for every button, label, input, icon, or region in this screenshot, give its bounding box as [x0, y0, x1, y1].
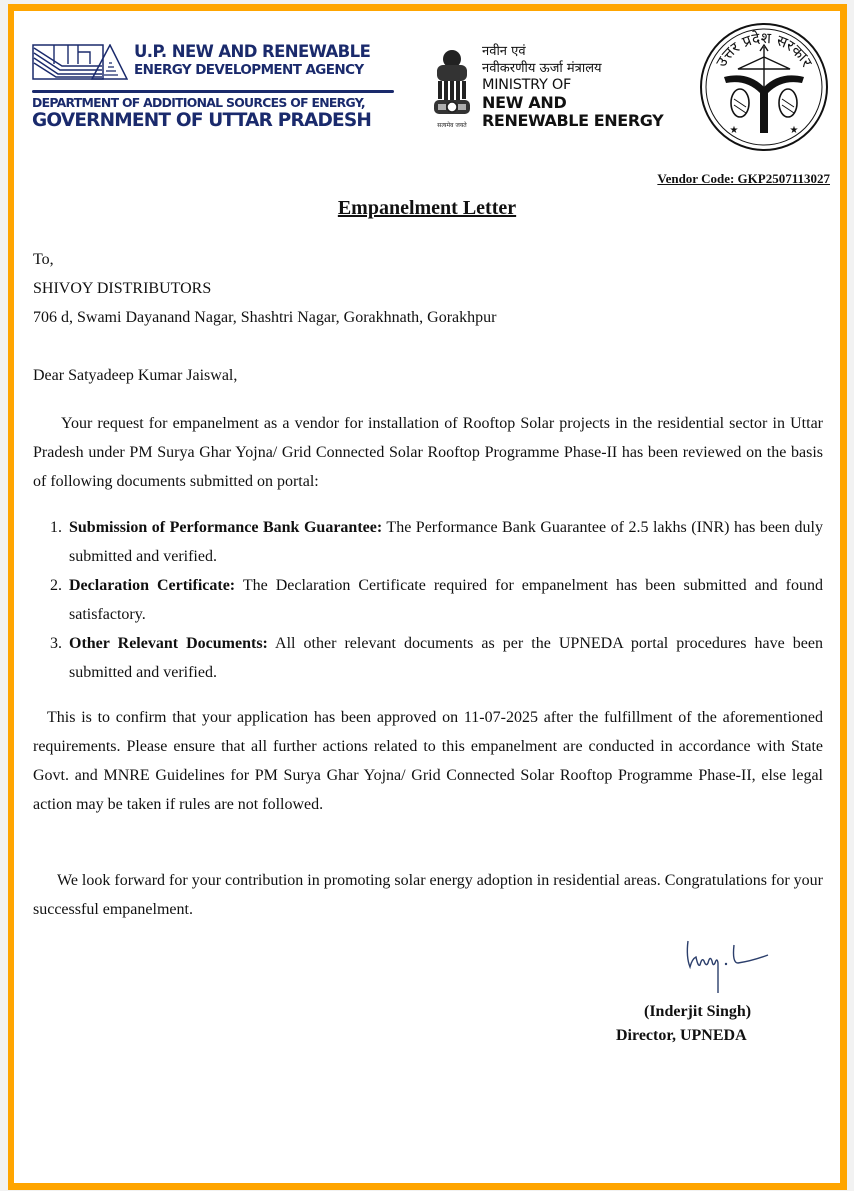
mnre-english-line3: RENEWABLE ENERGY	[482, 111, 664, 130]
document-heading: Submission of Performance Bank Guarantee:	[69, 519, 383, 536]
signature-icon	[682, 937, 772, 997]
recipient-to: To,	[33, 251, 54, 268]
vendor-code: Vendor Code: GKP2507113027	[657, 171, 830, 186]
salutation: Dear Satyadeep Kumar Jaiswal,	[33, 367, 238, 384]
recipient-name: SHIVOY DISTRIBUTORS	[33, 280, 212, 297]
paragraph-request: Your request for empanelment as a vendor for installation of Rooftop Solar projects in the residential sector in Uttar Pradesh under PM Surya Ghar Yojna/ Grid Connected Solar Rooftop Programme Phase-II has been reviewed on the basis of following documents submitted on portal:	[33, 415, 823, 490]
upneda-divider	[32, 90, 394, 93]
mnre-hindi-line1: नवीन एवं	[482, 44, 526, 59]
document-number: 3.	[50, 635, 62, 652]
upneda-logo-icon	[32, 44, 128, 80]
document-text: The Performance Bank Guarantee of 2.5 lakhs (INR) has been duly submitted and verified.	[69, 519, 823, 565]
mnre-hindi-line2: नवीकरणीय ऊर्जा मंत्रालय	[482, 61, 602, 76]
mnre-english-line2: NEW AND	[482, 93, 567, 112]
paragraph-closing: We look forward for your contribution in promoting solar energy adoption in residential areas. Congratulations for your successful empanelment.	[33, 872, 823, 918]
letterhead	[14, 11, 840, 161]
document-item	[33, 513, 823, 571]
recipient-block	[33, 245, 823, 332]
document-text: The Declaration Certificate required for empanelment has been submitted and found satisfactory.	[69, 577, 823, 623]
up-government-seal-icon	[698, 21, 830, 153]
document-item	[33, 571, 823, 629]
document-heading: Other Relevant Documents:	[69, 635, 268, 652]
signatory-name: (Inderjit Singh)	[644, 1003, 752, 1020]
upneda-department: DEPARTMENT OF ADDITIONAL SOURCES OF ENERGY,	[32, 95, 365, 110]
svg-text:★: ★	[729, 125, 739, 136]
upneda-title-line2: ENERGY DEVELOPMENT AGENCY	[134, 62, 364, 78]
mnre-logo-block	[482, 43, 663, 130]
document-text: All other relevant documents as per the UPNEDA portal procedures have been submitted and verified.	[69, 635, 824, 681]
mnre-english-line1: MINISTRY OF	[482, 77, 572, 93]
recipient-address: 706 d, Swami Dayanand Nagar, Shashtri Nagar, Gorakhnath, Gorakhpur	[33, 309, 497, 326]
document-item	[33, 629, 823, 687]
document-heading: Declaration Certificate:	[69, 577, 236, 594]
upneda-government: GOVERNMENT OF UTTAR PRADESH	[32, 110, 372, 131]
documents-list	[33, 513, 823, 687]
letter-title: Empanelment Letter	[337, 197, 517, 219]
national-emblem-icon	[430, 45, 474, 131]
upneda-title-line1: U.P. NEW AND RENEWABLE	[134, 42, 371, 61]
document-number: 1.	[50, 519, 62, 536]
paragraph-approval: This is to confirm that your application has been approved on 11-07-2025 after the fulfillment of the aforementioned requirements. Please ensure that all further actions related to this empanelment are conducted in accordance with State Govt. and MNRE Guidelines for PM Surya Ghar Yojna/ Grid Connected Solar Rooftop Programme Phase-II, else legal action may be taken if rules are not followed.	[33, 709, 823, 813]
svg-text:★: ★	[789, 125, 799, 136]
emblem-motto: सत्यमेव जयते	[437, 122, 467, 129]
signatory-designation: Director, UPNEDA	[616, 1027, 747, 1044]
letter-page	[8, 4, 847, 1190]
seal-text: उत्तर प्रदेश सरकार	[712, 28, 816, 71]
document-number: 2.	[50, 577, 62, 594]
upneda-title	[134, 42, 370, 79]
